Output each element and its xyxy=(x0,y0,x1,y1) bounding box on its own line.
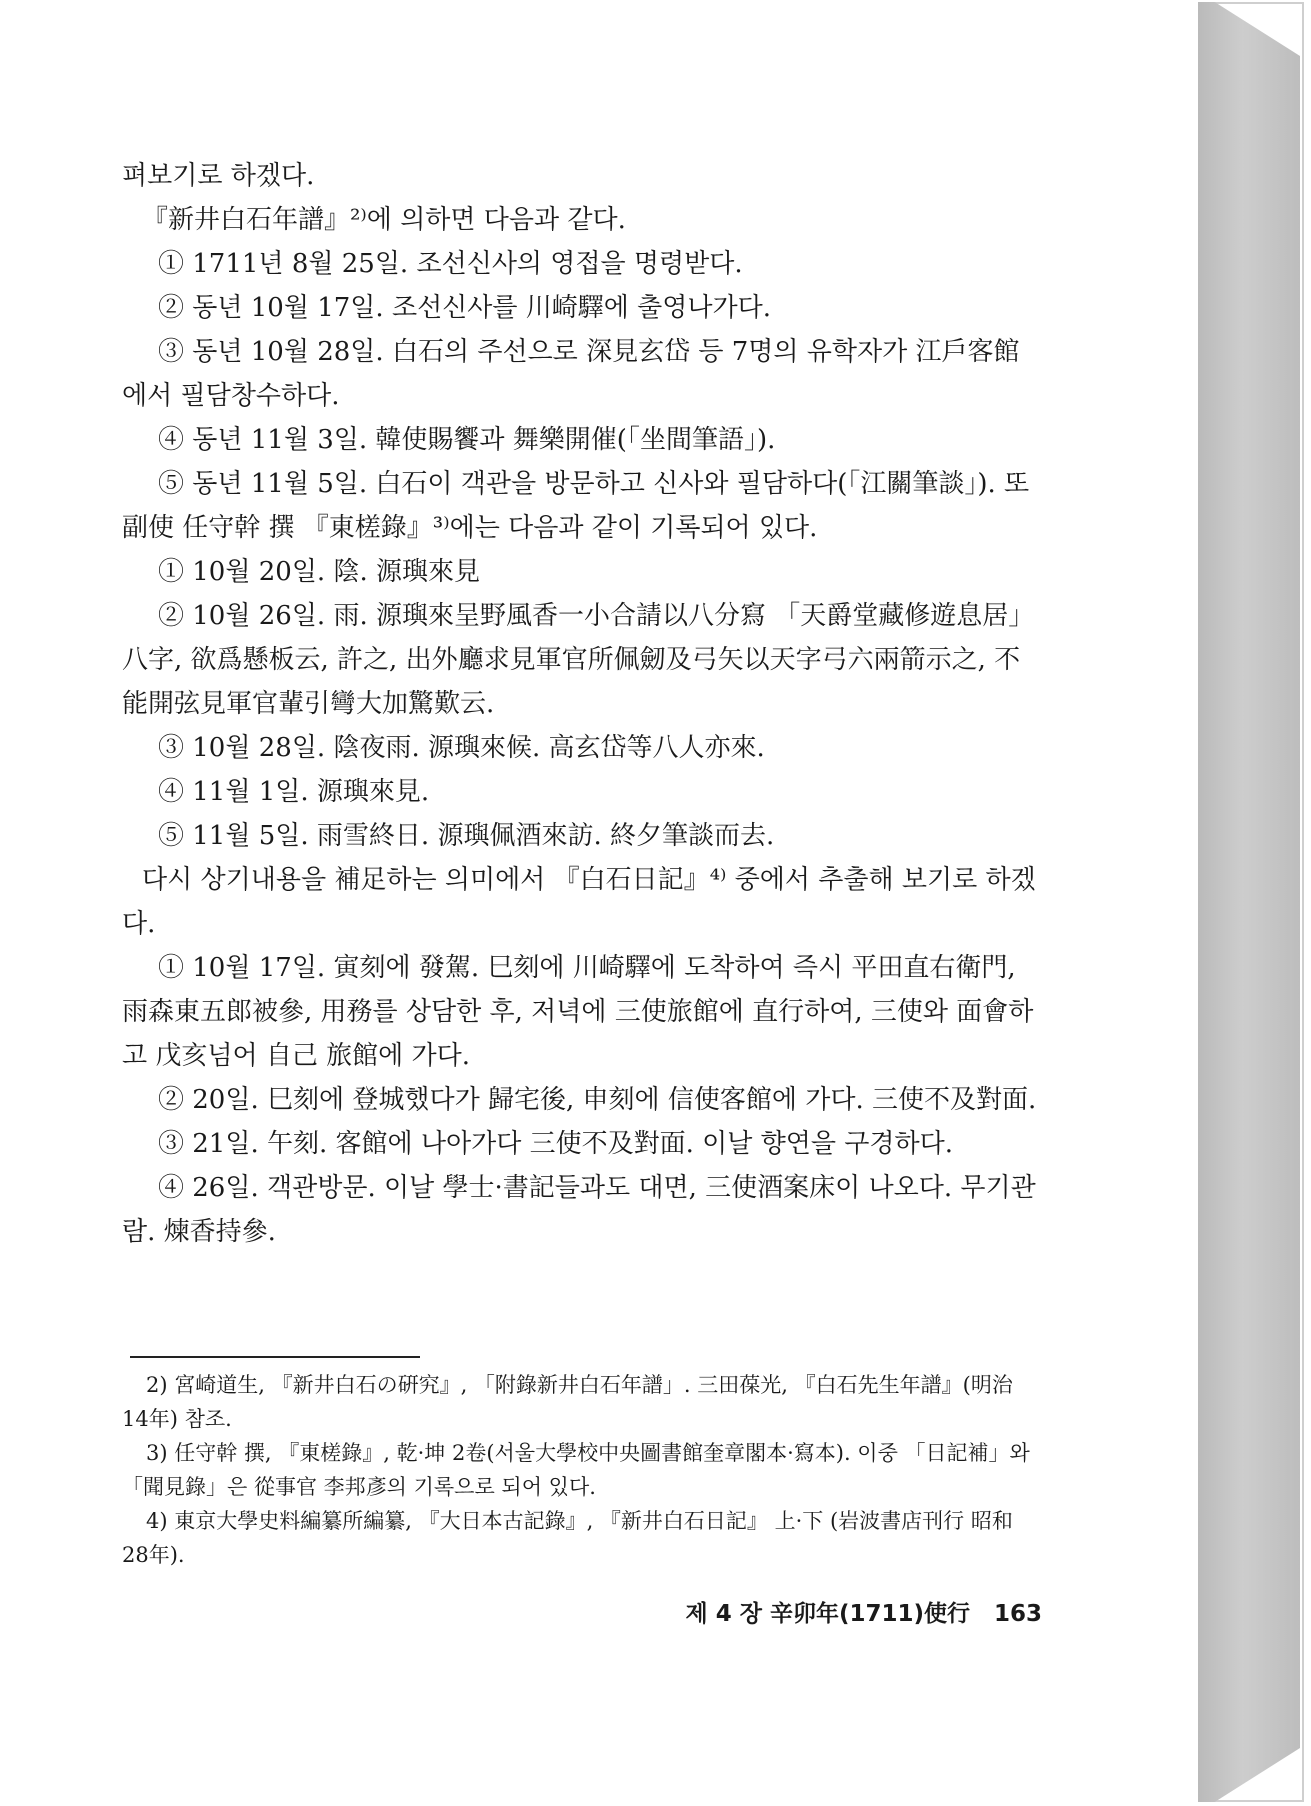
footnotes xyxy=(122,1368,1032,1572)
footnote: 3) 任守幹 撰, 『東槎錄』, 乾·坤 2卷(서울大學校中央圖書館奎章閣本·寫本). 이중 「日記補」와 「聞見錄」은 從事官 李邦彥의 기록으로 되어 있다. xyxy=(122,1441,1030,1499)
list-item: ⑤ 동년 11월 5일. 白石이 객관을 방문하고 신사와 필담하다(「江關筆談」). 또 副使 任守幹 撰 『東槎錄』³⁾에는 다음과 같이 기록되어 있다. xyxy=(122,469,1030,543)
footnote: 2) 宮崎道生, 『新井白石の硏究』, 「附錄新井白石年譜」. 三田葆光, 『白石先生年譜』(明治14年) 참조. xyxy=(122,1373,1013,1431)
footnote: 4) 東京大學史料編纂所編纂, 『大日本古記錄』, 『新井白石日記』 上·下 (岩波書店刊行 昭和 28年). xyxy=(122,1509,1013,1567)
body-text xyxy=(122,154,1042,1254)
list-item: ① 10월 17일. 寅刻에 發駕. 巳刻에 川崎驛에 도착하여 즉시 平田直右衛門, 雨森東五郎被參, 用務를 상담한 후, 저녁에 三使旅館에 直行하여, 三使와 面會하고 戊亥넘어 自己 旅館에 가다. xyxy=(122,953,1034,1071)
list-item: ① 10월 20일. 陰. 源璵來見 xyxy=(158,557,480,587)
footnote-divider xyxy=(130,1356,420,1358)
list-item: ② 10월 26일. 雨. 源璵來呈野風香一小合請以八分寫 「天爵堂藏修遊息居」八字, 欲爲懸板云, 許之, 出外廳求見軍官所佩劒及弓矢以天字弓六兩箭示之, 不能開弦見軍官輩引彎大加驚歎云. xyxy=(122,601,1035,719)
book-spine xyxy=(1196,2,1300,1802)
paragraph: 다시 상기내용을 補足하는 의미에서 『白石日記』⁴⁾ 중에서 추출해 보기로 하겠다. xyxy=(122,865,1036,939)
chapter-title: 제 4 장 辛卯年(1711)使行 xyxy=(685,1601,970,1627)
page-footer xyxy=(642,1598,1042,1630)
list-item: ③ 21일. 午刻. 客館에 나아가다 三使不及對面. 이날 향연을 구경하다. xyxy=(158,1129,954,1159)
paragraph: 『新井白石年譜』²⁾에 의하면 다음과 같다. xyxy=(142,205,626,235)
list-item: ② 동년 10월 17일. 조선신사를 川崎驛에 출영나가다. xyxy=(158,293,772,323)
book-page xyxy=(2,2,1198,1802)
list-item: ③ 10월 28일. 陰夜雨. 源璵來候. 高玄岱等八人亦來. xyxy=(158,733,765,763)
list-item: ④ 동년 11월 3일. 韓使賜饗과 舞樂開催(「坐間筆語」). xyxy=(158,425,776,455)
list-item: ③ 동년 10월 28일. 白石의 주선으로 深見玄岱 등 7명의 유학자가 江戶客館에서 필담창수하다. xyxy=(122,337,1020,411)
list-item: ② 20일. 巳刻에 登城했다가 歸宅後, 申刻에 信使客館에 가다. 三使不及對面. xyxy=(158,1085,1037,1115)
list-item: ④ 26일. 객관방문. 이날 學士·書記들과도 대면, 三使酒案床이 나오다. 무기관람. 煉香持參. xyxy=(122,1173,1036,1247)
list-item: ① 1711년 8월 25일. 조선신사의 영접을 명령받다. xyxy=(158,249,743,279)
paragraph: 펴보기로 하겠다. xyxy=(122,161,315,191)
list-item: ④ 11월 1일. 源璵來見. xyxy=(158,777,430,807)
list-item: ⑤ 11월 5일. 雨雪終日. 源璵佩酒來訪. 終夕筆談而去. xyxy=(158,821,775,851)
page-number: 163 xyxy=(993,1601,1042,1627)
